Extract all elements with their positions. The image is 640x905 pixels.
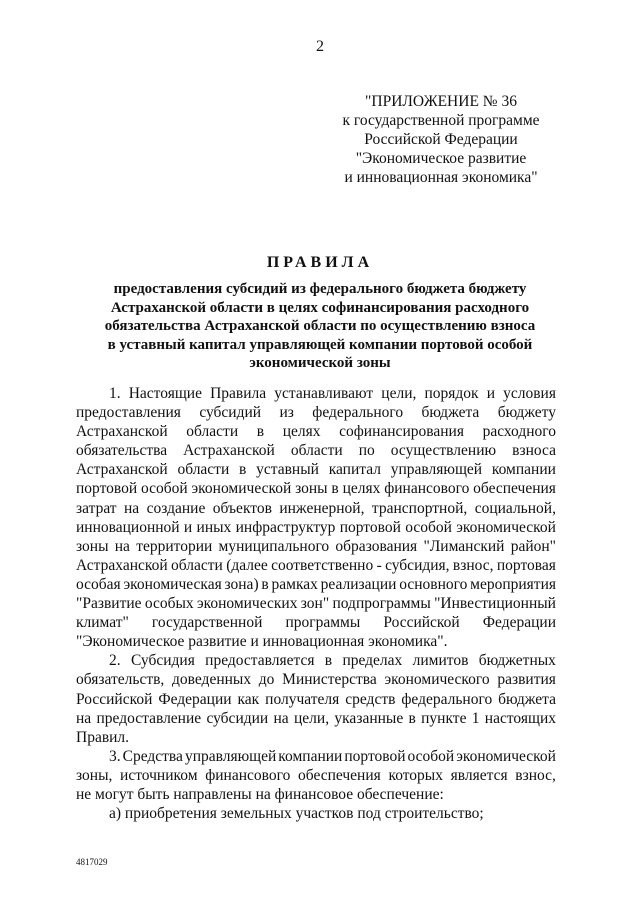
body-line: не могут быть направлены на финансовое обеспечение: [76,785,444,803]
appendix-block [330,92,552,187]
appendix-line: "Экономическое развитие [355,150,527,167]
body-line: Российской Федерации как получателя средств федерального бюджета [76,690,556,708]
subtitle-line: в уставный капитал управляющей компании портовой особой [107,336,533,353]
appendix-line: Российской Федерации [364,131,518,148]
body-line: зоны, источником финансового обеспечения которых является взнос, [76,766,556,784]
body-line: Астраханской области в целях софинансирования расходного [76,423,556,441]
body-line: портовой особой экономической зоны в целях финансового обеспечения [76,480,556,498]
body-line: зоны на территории муниципального образования "Лиманский район" [76,537,556,555]
body-line: Астраханской области (далее соответственно - субсидия, взнос, портовая [76,556,556,574]
body-line: "Экономическое развитие и инновационная экономика". [76,633,448,651]
body-line: 1. Настоящие Правила устанавливают цели, порядок и условия [109,385,556,402]
subtitle-line: предоставления субсидий из федерального бюджета бюджету [113,281,527,297]
body-line: инновационной и иных инфраструктур портовой особой экономической [76,518,556,536]
body-line: климат" государственной программы Российской Федерации [76,614,556,632]
body-line: обязательства Астраханской области по осуществлению взноса [76,442,556,460]
body-line: а) приобретения земельных участков под строительство; [109,805,484,823]
body-line: на предоставление субсидии на цели, указанные в пункте 1 настоящих [76,709,556,727]
body-line: обязательств, доведенных до Министерства экономического развития [76,671,556,689]
body-line: затрат на создание объектов инженерной, транспортной, социальной, [76,499,556,517]
body-line: Астраханской области в уставный капитал управляющей компании [76,461,556,479]
body-line: "Развитие особых экономических зон" подпрограммы "Инвестиционный [76,595,556,613]
subtitle-line: экономической зоны [249,355,391,371]
page-number: 2 [316,38,324,55]
document-subtitle [70,280,570,373]
body-line: 3. Средства управляющей компании портовой особой экономической [109,747,556,765]
document-code: 4817029 [76,857,108,867]
appendix-line: "ПРИЛОЖЕНИЕ № 36 [365,93,517,110]
document-title: ПРАВИЛА [266,254,374,271]
body-line: особая экономическая зона) в рамках реализации основного мероприятия [76,575,556,593]
appendix-line: к государственной программе [342,112,540,129]
body-line: предоставления субсидий из федерального бюджета бюджету [76,404,556,422]
body-line: Правил. [76,728,130,746]
subtitle-line: Астраханской области в целях софинансирования расходного [110,299,530,316]
document-body [76,384,556,823]
body-line: 2. Субсидия предоставляется в пределах лимитов бюджетных [109,652,556,670]
subtitle-line: обязательства Астраханской области по осуществлению взноса [104,318,536,334]
appendix-line: и инновационная экономика" [344,169,538,186]
